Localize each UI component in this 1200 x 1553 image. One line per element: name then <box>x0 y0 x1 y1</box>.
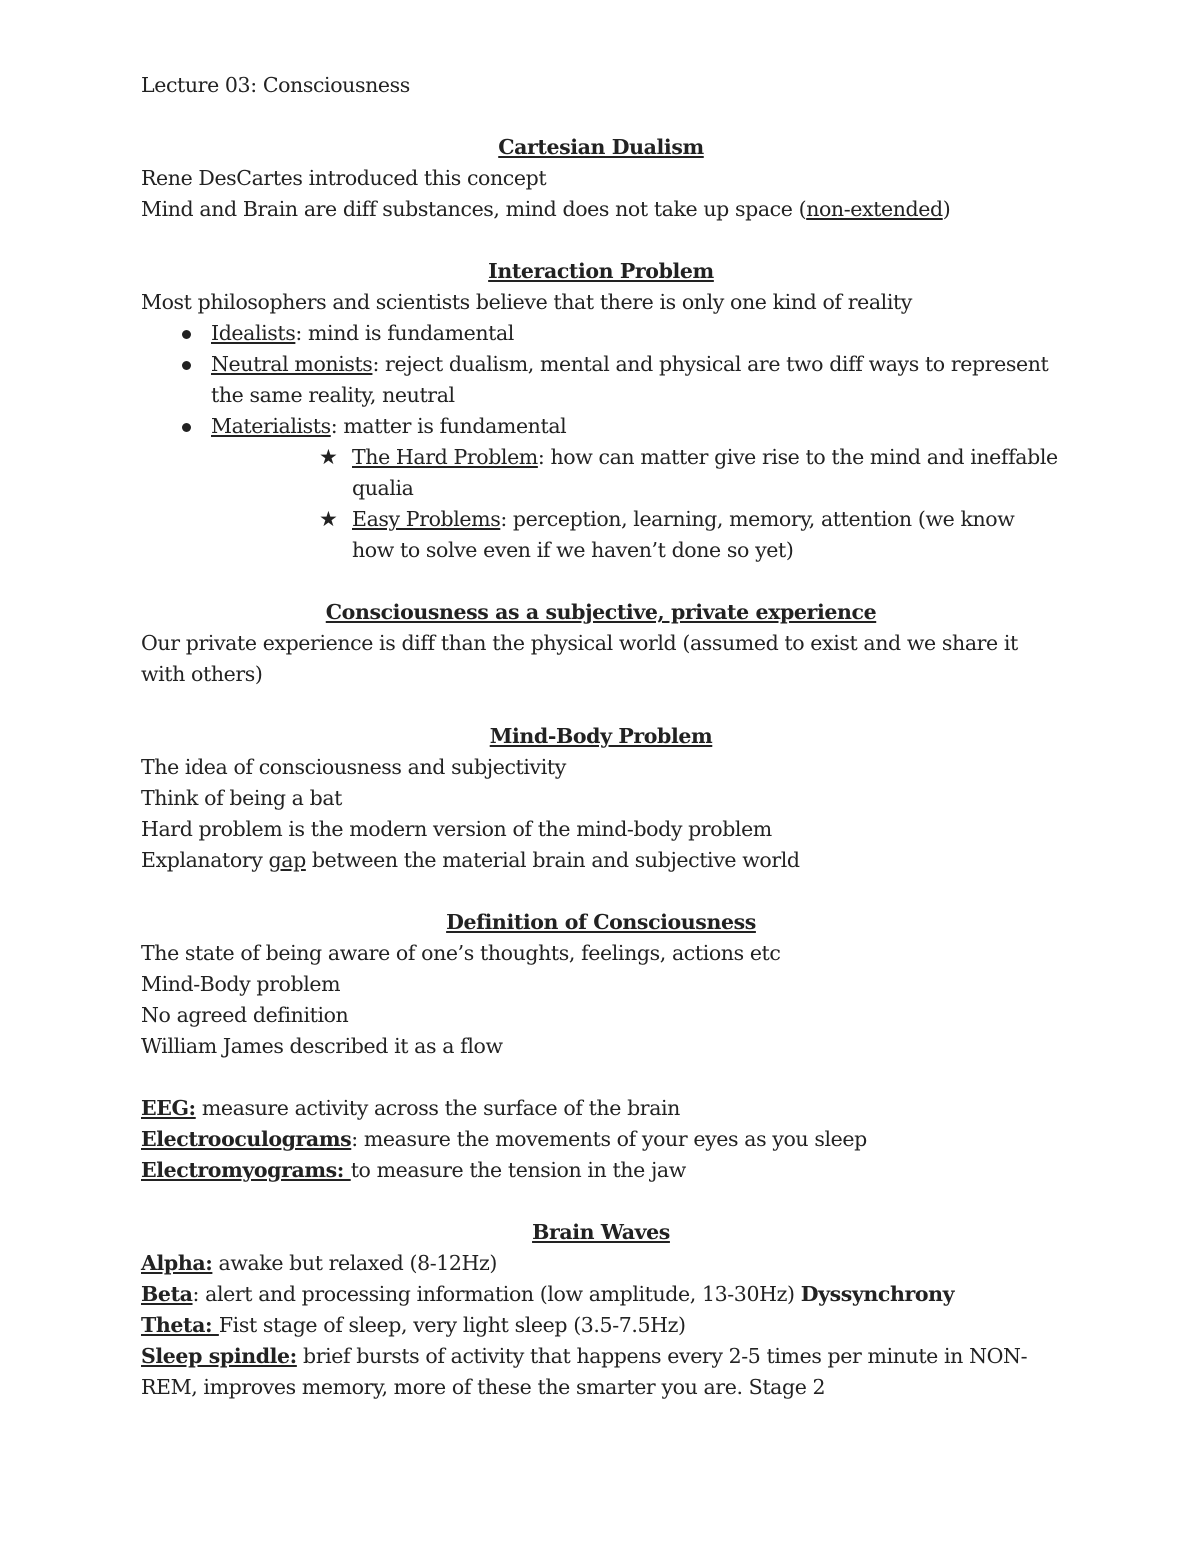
list-item <box>141 442 1061 504</box>
bullet-dot-icon <box>182 361 191 370</box>
sub-bullet-list <box>141 442 1061 566</box>
definition-line-sleep-spindle: Sleep spindle: brief bursts of activity that happens every 2-5 times per minute in NON-REM, improves memory, more of these the smarter you are. Stage 2 <box>141 1344 1028 1399</box>
paragraph-line: Explanatory gap between the material brain and subjective world <box>141 848 800 872</box>
section-heading-interaction-problem: Interaction Problem <box>488 259 714 283</box>
paragraph-line: Mind and Brain are diff substances, mind does not take up space (non-extended) <box>141 197 951 221</box>
document-body <box>141 70 1061 1403</box>
list-item <box>141 411 1061 442</box>
bullet-list <box>141 318 1061 442</box>
star-bullet-icon: ★ <box>319 445 338 469</box>
defined-term: Sleep spindle: <box>141 1344 297 1368</box>
list-item-text: : mind is fundamental <box>295 321 514 345</box>
paragraph-line: No agreed definition <box>141 1003 349 1027</box>
list-item <box>141 349 1061 411</box>
definition-line-alpha: Alpha: awake but relaxed (8-12Hz) <box>141 1251 498 1275</box>
definition-line-beta: Beta: alert and processing information (low amplitude, 13-30Hz) Dyssynchrony <box>141 1282 955 1306</box>
paragraph-line: Rene DesCartes introduced this concept <box>141 166 547 190</box>
list-item <box>141 318 1061 349</box>
list-item-text: : reject dualism, mental and physical are two diff ways to represent the same reality, neutral <box>211 352 1049 407</box>
section-heading-cartesian-dualism: Cartesian Dualism <box>498 135 704 159</box>
list-item-term: The Hard Problem <box>352 445 538 469</box>
list-item-text: : how can matter give rise to the mind and ineffable qualia <box>352 445 1058 500</box>
definition-line-electromyograms: Electromyograms: to measure the tension in the jaw <box>141 1158 686 1182</box>
defined-term: EEG: <box>141 1096 196 1120</box>
list-item-text: : matter is fundamental <box>330 414 567 438</box>
star-bullet-icon: ★ <box>319 507 338 531</box>
paragraph-line: The idea of consciousness and subjectivity <box>141 755 566 779</box>
paragraph-line: Our private experience is diff than the physical world (assumed to exist and we share it with others) <box>141 631 1018 686</box>
definition-line-theta: Theta: Fist stage of sleep, very light sleep (3.5-7.5Hz) <box>141 1313 686 1337</box>
list-item <box>141 504 1061 566</box>
lecture-title: Lecture 03: Consciousness <box>141 73 410 97</box>
section-heading-definition: Definition of Consciousness <box>446 910 756 934</box>
section-heading-brain-waves: Brain Waves <box>532 1220 670 1244</box>
list-item-term: Idealists <box>211 321 296 345</box>
paragraph-line: Mind-Body problem <box>141 972 341 996</box>
paragraph-line: Think of being a bat <box>141 786 342 810</box>
bullet-dot-icon <box>182 423 191 432</box>
paragraph-line: William James described it as a flow <box>141 1034 503 1058</box>
definition-line-eeg: EEG: measure activity across the surface of the brain <box>141 1096 680 1120</box>
underlined-term: non-extended <box>806 197 943 221</box>
defined-term: Beta <box>141 1282 193 1306</box>
section-heading-subjective-experience: Consciousness as a subjective, private experience <box>325 600 877 624</box>
defined-term: Electrooculograms <box>141 1127 352 1151</box>
defined-term: Theta: <box>141 1313 219 1337</box>
defined-term: Alpha: <box>141 1251 213 1275</box>
definition-line-electrooculograms: Electrooculograms: measure the movements of your eyes as you sleep <box>141 1127 867 1151</box>
defined-term: Electromyograms: <box>141 1158 351 1182</box>
bold-term: Dyssynchrony <box>800 1282 955 1306</box>
list-item-term: Materialists <box>211 414 331 438</box>
paragraph-line: Most philosophers and scientists believe that there is only one kind of reality <box>141 290 912 314</box>
list-item-term: Easy Problems <box>352 507 501 531</box>
list-item-term: Neutral monists <box>211 352 373 376</box>
bullet-dot-icon <box>182 330 191 339</box>
section-heading-mind-body-problem: Mind-Body Problem <box>489 724 713 748</box>
list-item-text: : perception, learning, memory, attention (we know how to solve even if we haven’t done so yet) <box>352 507 1015 562</box>
paragraph-line: The state of being aware of one’s thoughts, feelings, actions etc <box>141 941 781 965</box>
paragraph-line: Hard problem is the modern version of the mind-body problem <box>141 817 772 841</box>
underlined-term: gap <box>268 848 306 872</box>
